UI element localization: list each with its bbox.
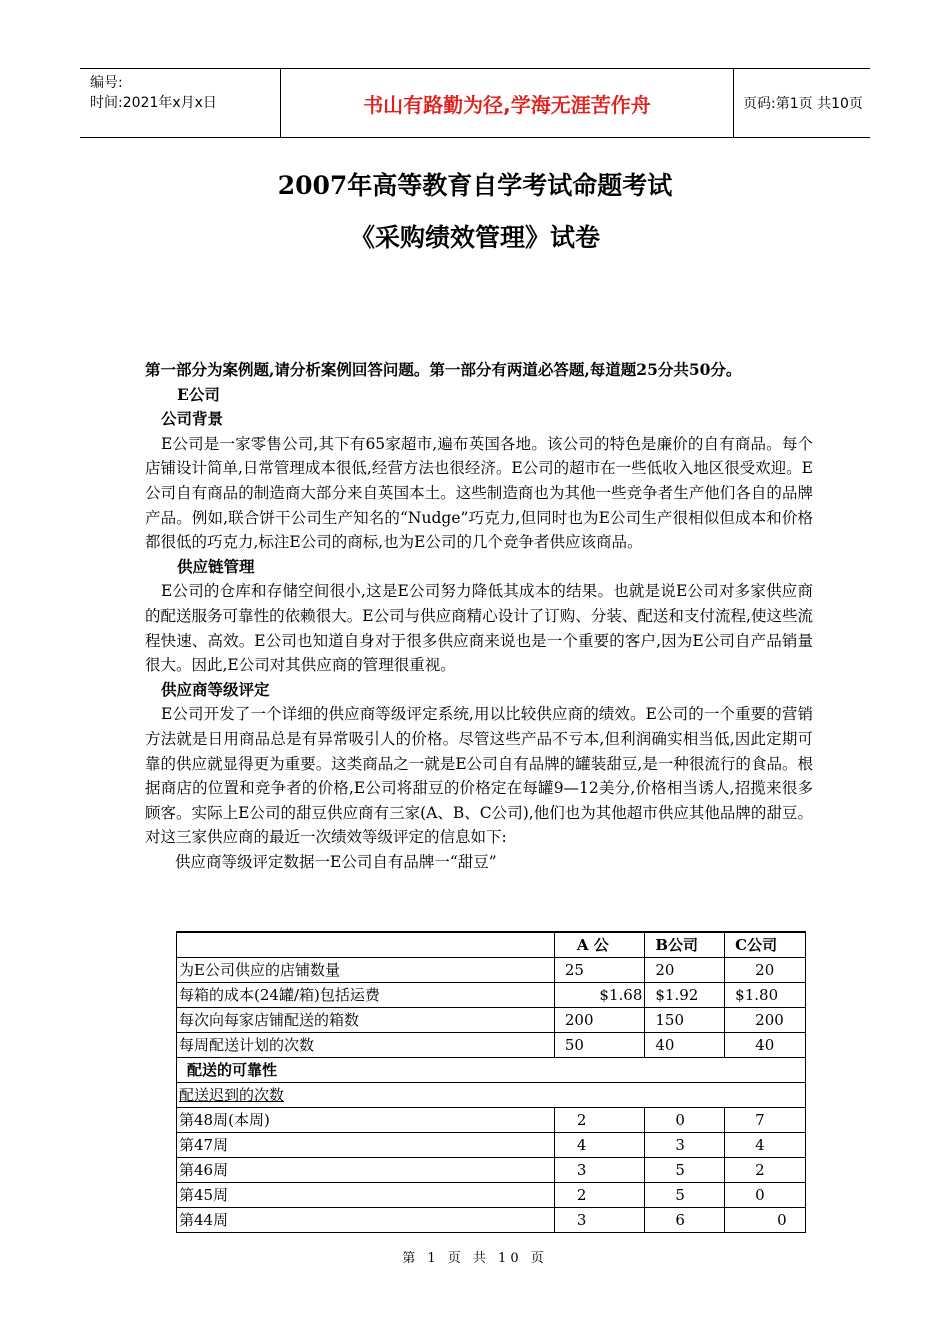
supplier-rating-table [176, 931, 806, 1233]
document-title: 2007年高等教育自学考试命题考试 [277, 171, 673, 200]
document-subtitle: 《采购绩效管理》试卷 [349, 223, 600, 252]
header-page-info: 页码:第1页 共10页 [743, 96, 863, 112]
cell-c: 200 [725, 1008, 806, 1033]
table-row [177, 1008, 806, 1033]
rating-paragraph: E公司开发了一个详细的供应商等级评定系统,用以比较供应商的绩效。E公司的一个重要的营销方法就是日用商品总是有异常吸引人的价格。尽管这些产品不亏本,但利润确实相当低,因此定期可靠的供应就显得更为重要。这类商品之一就是E公司自有品牌的罐装甜豆,是一种很流行的食品。根据商店的位置和竞争者的价格,E公司将甜豆的价格定在每罐9—12美分,价格相当诱人,招揽来很多顾客。实际上E公司的甜豆供应商有三家(A、B、C公司),他们也为其他超市供应其他品牌的甜豆。对这三家供应商的最近一次绩效等级评定的信息如下: [145, 705, 813, 847]
week-label: 第47周 [177, 1133, 555, 1158]
header-motto: 书山有路勤为径,学海无涯苦作舟 [281, 69, 734, 137]
cell-a: 3 [554, 1208, 644, 1233]
week-label: 第44周 [177, 1208, 555, 1233]
cell-a: $1.68 [554, 983, 644, 1008]
row-label: 为E公司供应的店铺数量 [177, 958, 555, 983]
cell-c: 0 [725, 1208, 806, 1233]
time-label: 时间:2021年x月x日 [90, 95, 217, 111]
cell-b: 6 [645, 1208, 725, 1233]
cell-a: 4 [554, 1133, 644, 1158]
cell-b: 20 [645, 958, 725, 983]
row-label: 每箱的成本(24罐/箱)包括运费 [177, 983, 555, 1008]
cell-b: 5 [645, 1158, 725, 1183]
background-heading: 公司背景 [161, 409, 224, 429]
header-c: C公司 [725, 932, 806, 958]
table-caption: 供应商等级评定数据一E公司自有品牌一“甜豆” [175, 852, 497, 871]
case-title: E公司 [177, 384, 220, 404]
part-intro: 第一部分为案例题,请分析案例回答问题。第一部分有两道必答题,每道题25分共50分。 [145, 360, 742, 379]
rating-heading: 供应商等级评定 [161, 679, 270, 699]
table-row [177, 1033, 806, 1058]
header-b: B公司 [645, 932, 725, 958]
table-header-row [177, 932, 806, 958]
cell-a: 3 [554, 1158, 644, 1183]
table-row [177, 1133, 806, 1158]
cell-a: 2 [554, 1183, 644, 1208]
cell-a: 25 [554, 958, 644, 983]
cell-b: 150 [645, 1008, 725, 1033]
cell-b: 0 [645, 1108, 725, 1133]
cell-a: 50 [554, 1033, 644, 1058]
cell-c: $1.80 [725, 983, 806, 1008]
cell-c: 0 [725, 1183, 806, 1208]
cell-c: 4 [725, 1133, 806, 1158]
cell-a: 200 [554, 1008, 644, 1033]
supply-paragraph: E公司的仓库和存储空间很小,这是E公司努力降低其成本的结果。也就是说E公司对多家供应商的配送服务可靠性的依赖很大。E公司与供应商精心设计了订购、分装、配送和支付流程,使这些流程快速、高效。E公司也知道自身对于很多供应商来说也是一个重要的客户,因为E公司自产品销量很大。因此,E公司对其供应商的管理很重视。 [145, 582, 813, 675]
table-row [177, 1208, 806, 1233]
page-footer: 第 1 页 共 10 页 [402, 1251, 548, 1266]
reliability-heading-row [177, 1058, 806, 1083]
cell-b: 40 [645, 1033, 725, 1058]
number-label: 编号: [90, 75, 123, 91]
page-header [80, 68, 870, 138]
cell-c: 40 [725, 1033, 806, 1058]
week-label: 第46周 [177, 1158, 555, 1183]
week-label: 第48周(本周) [177, 1108, 555, 1133]
header-meta [80, 69, 281, 137]
cell-a: 2 [554, 1108, 644, 1133]
header-empty-cell [177, 932, 555, 958]
document-body [145, 358, 813, 874]
table-row [177, 1158, 806, 1183]
supply-heading: 供应链管理 [177, 556, 255, 576]
background-paragraph: E公司是一家零售公司,其下有65家超市,遍布英国各地。该公司的特色是廉价的自有商品。每个店铺设计简单,日常管理成本很低,经营方法也很经济。E公司的超市在一些低收入地区很受欢迎。E公司自有商品的制造商大部分来自英国本土。这些制造商也为其他一些竞争者生产他们各自的品牌产品。例如,联合饼干公司生产知名的“Nudge”巧克力,但同时也为E公司生产很相似但成本和价格都很低的巧克力,标注E公司的商标,也为E公司的几个竞争者供应该商品。 [145, 434, 813, 552]
cell-b: $1.92 [645, 983, 725, 1008]
table-row [177, 983, 806, 1008]
week-label: 第45周 [177, 1183, 555, 1208]
cell-c: 2 [725, 1158, 806, 1183]
table-row [177, 1183, 806, 1208]
cell-c: 7 [725, 1108, 806, 1133]
cell-c: 20 [725, 958, 806, 983]
header-a: A 公 [554, 932, 644, 958]
late-label-row [177, 1083, 806, 1108]
reliability-heading: 配送的可靠性 [177, 1058, 806, 1083]
cell-b: 5 [645, 1183, 725, 1208]
row-label: 每周配送计划的次数 [177, 1033, 555, 1058]
row-label: 每次向每家店铺配送的箱数 [177, 1008, 555, 1033]
table-row [177, 1108, 806, 1133]
table-row [177, 958, 806, 983]
late-deliveries-label: 配送迟到的次数 [177, 1083, 806, 1108]
cell-b: 3 [645, 1133, 725, 1158]
